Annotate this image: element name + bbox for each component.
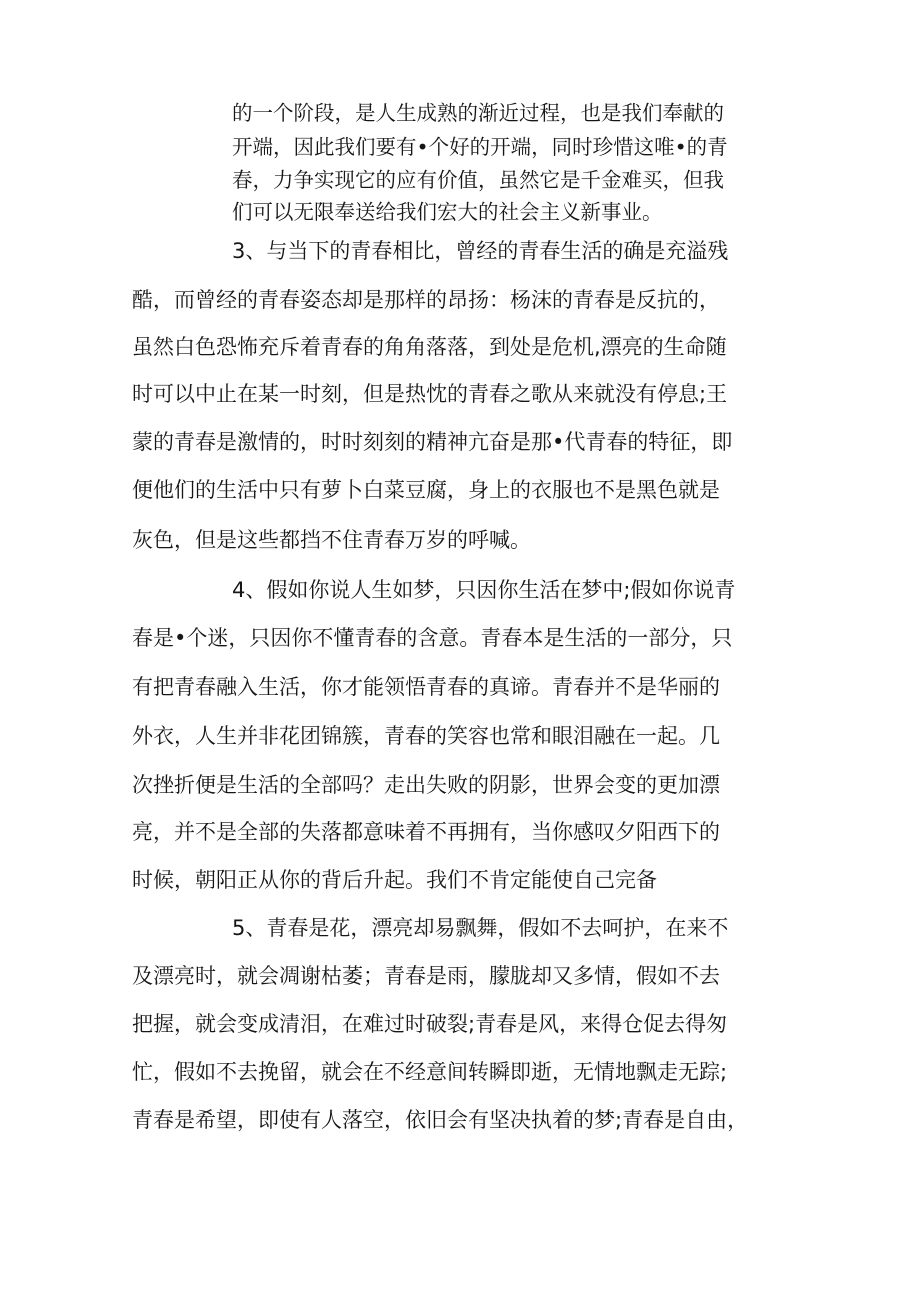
- text-line: 5、青春是花，漂亮却易飘舞，假如不去呵护，在来不: [232, 916, 729, 940]
- text-line: 3、与当下的青春相比，曾经的青春生活的确是充溢残: [232, 239, 729, 263]
- text-line: 时可以中止在某一时刻，但是热忱的青春之歌从来就没有停息;王: [132, 382, 728, 406]
- text-line: 4、假如你说人生如梦，只因你生活在梦中;假如你说青: [232, 578, 736, 602]
- text-line: 酷，而曾经的青春姿态却是那样的昂扬：杨沫的青春是反抗的，: [132, 288, 720, 312]
- text-line: 青春是希望，即使有人落空，依旧会有坚决执着的梦;青春是自由，: [132, 1108, 749, 1132]
- text-line: 次挫折便是生活的全部吗？走出失败的阴影，世界会变的更加漂: [132, 773, 720, 797]
- text-line: 春，力争实现它的应有价值，虽然它是千金难买，但我: [232, 168, 724, 192]
- text-line: 有把青春融入生活，你才能领悟青春的真谛。青春并不是华丽的: [132, 675, 720, 699]
- text-line: 的一个阶段，是人生成熟的渐近过程，也是我们奉献的: [232, 101, 724, 125]
- text-line: 虽然白色恐怖充斥着青春的角角落落，到处是危机,漂亮的生命随: [132, 335, 727, 359]
- text-line: 忙，假如不去挽留，就会在不经意间转瞬即逝，无情地飘走无踪;: [132, 1060, 728, 1084]
- text-line: 亮，并不是全部的失落都意味着不再拥有，当你感叹夕阳西下的: [132, 820, 720, 844]
- text-line: 们可以无限奉送给我们宏大的社会主义新事业。: [232, 200, 663, 224]
- text-line: 及漂亮时，就会凋谢枯萎；青春是雨，朦胧却又多情，假如不去: [132, 964, 720, 988]
- text-line: 开端，因此我们要有•个好的开端，同时珍惜这唯•的青: [232, 135, 728, 159]
- text-line: 外衣，人生并非花团锦簇，青春的笑容也常和眼泪融在一起。几: [132, 724, 720, 748]
- text-line: 把握，就会变成清泪，在难过时破裂;青春是风，来得仓促去得匆: [132, 1012, 728, 1036]
- text-line: 时候，朝阳正从你的背后升起。我们不肯定能使自己完备: [132, 868, 657, 892]
- text-line: 便他们的生活中只有萝卜白菜豆腐，身上的衣服也不是黑色就是: [132, 478, 720, 502]
- text-line: 春是•个迷，只因你不懂青春的含意。青春本是生活的一部分，只: [132, 626, 733, 650]
- text-line: 灰色，但是这些都挡不住青春万岁的呼喊。: [132, 528, 531, 552]
- text-line: 蒙的青春是激情的，时时刻刻的精神亢奋是那•代青春的特征，即: [132, 430, 733, 454]
